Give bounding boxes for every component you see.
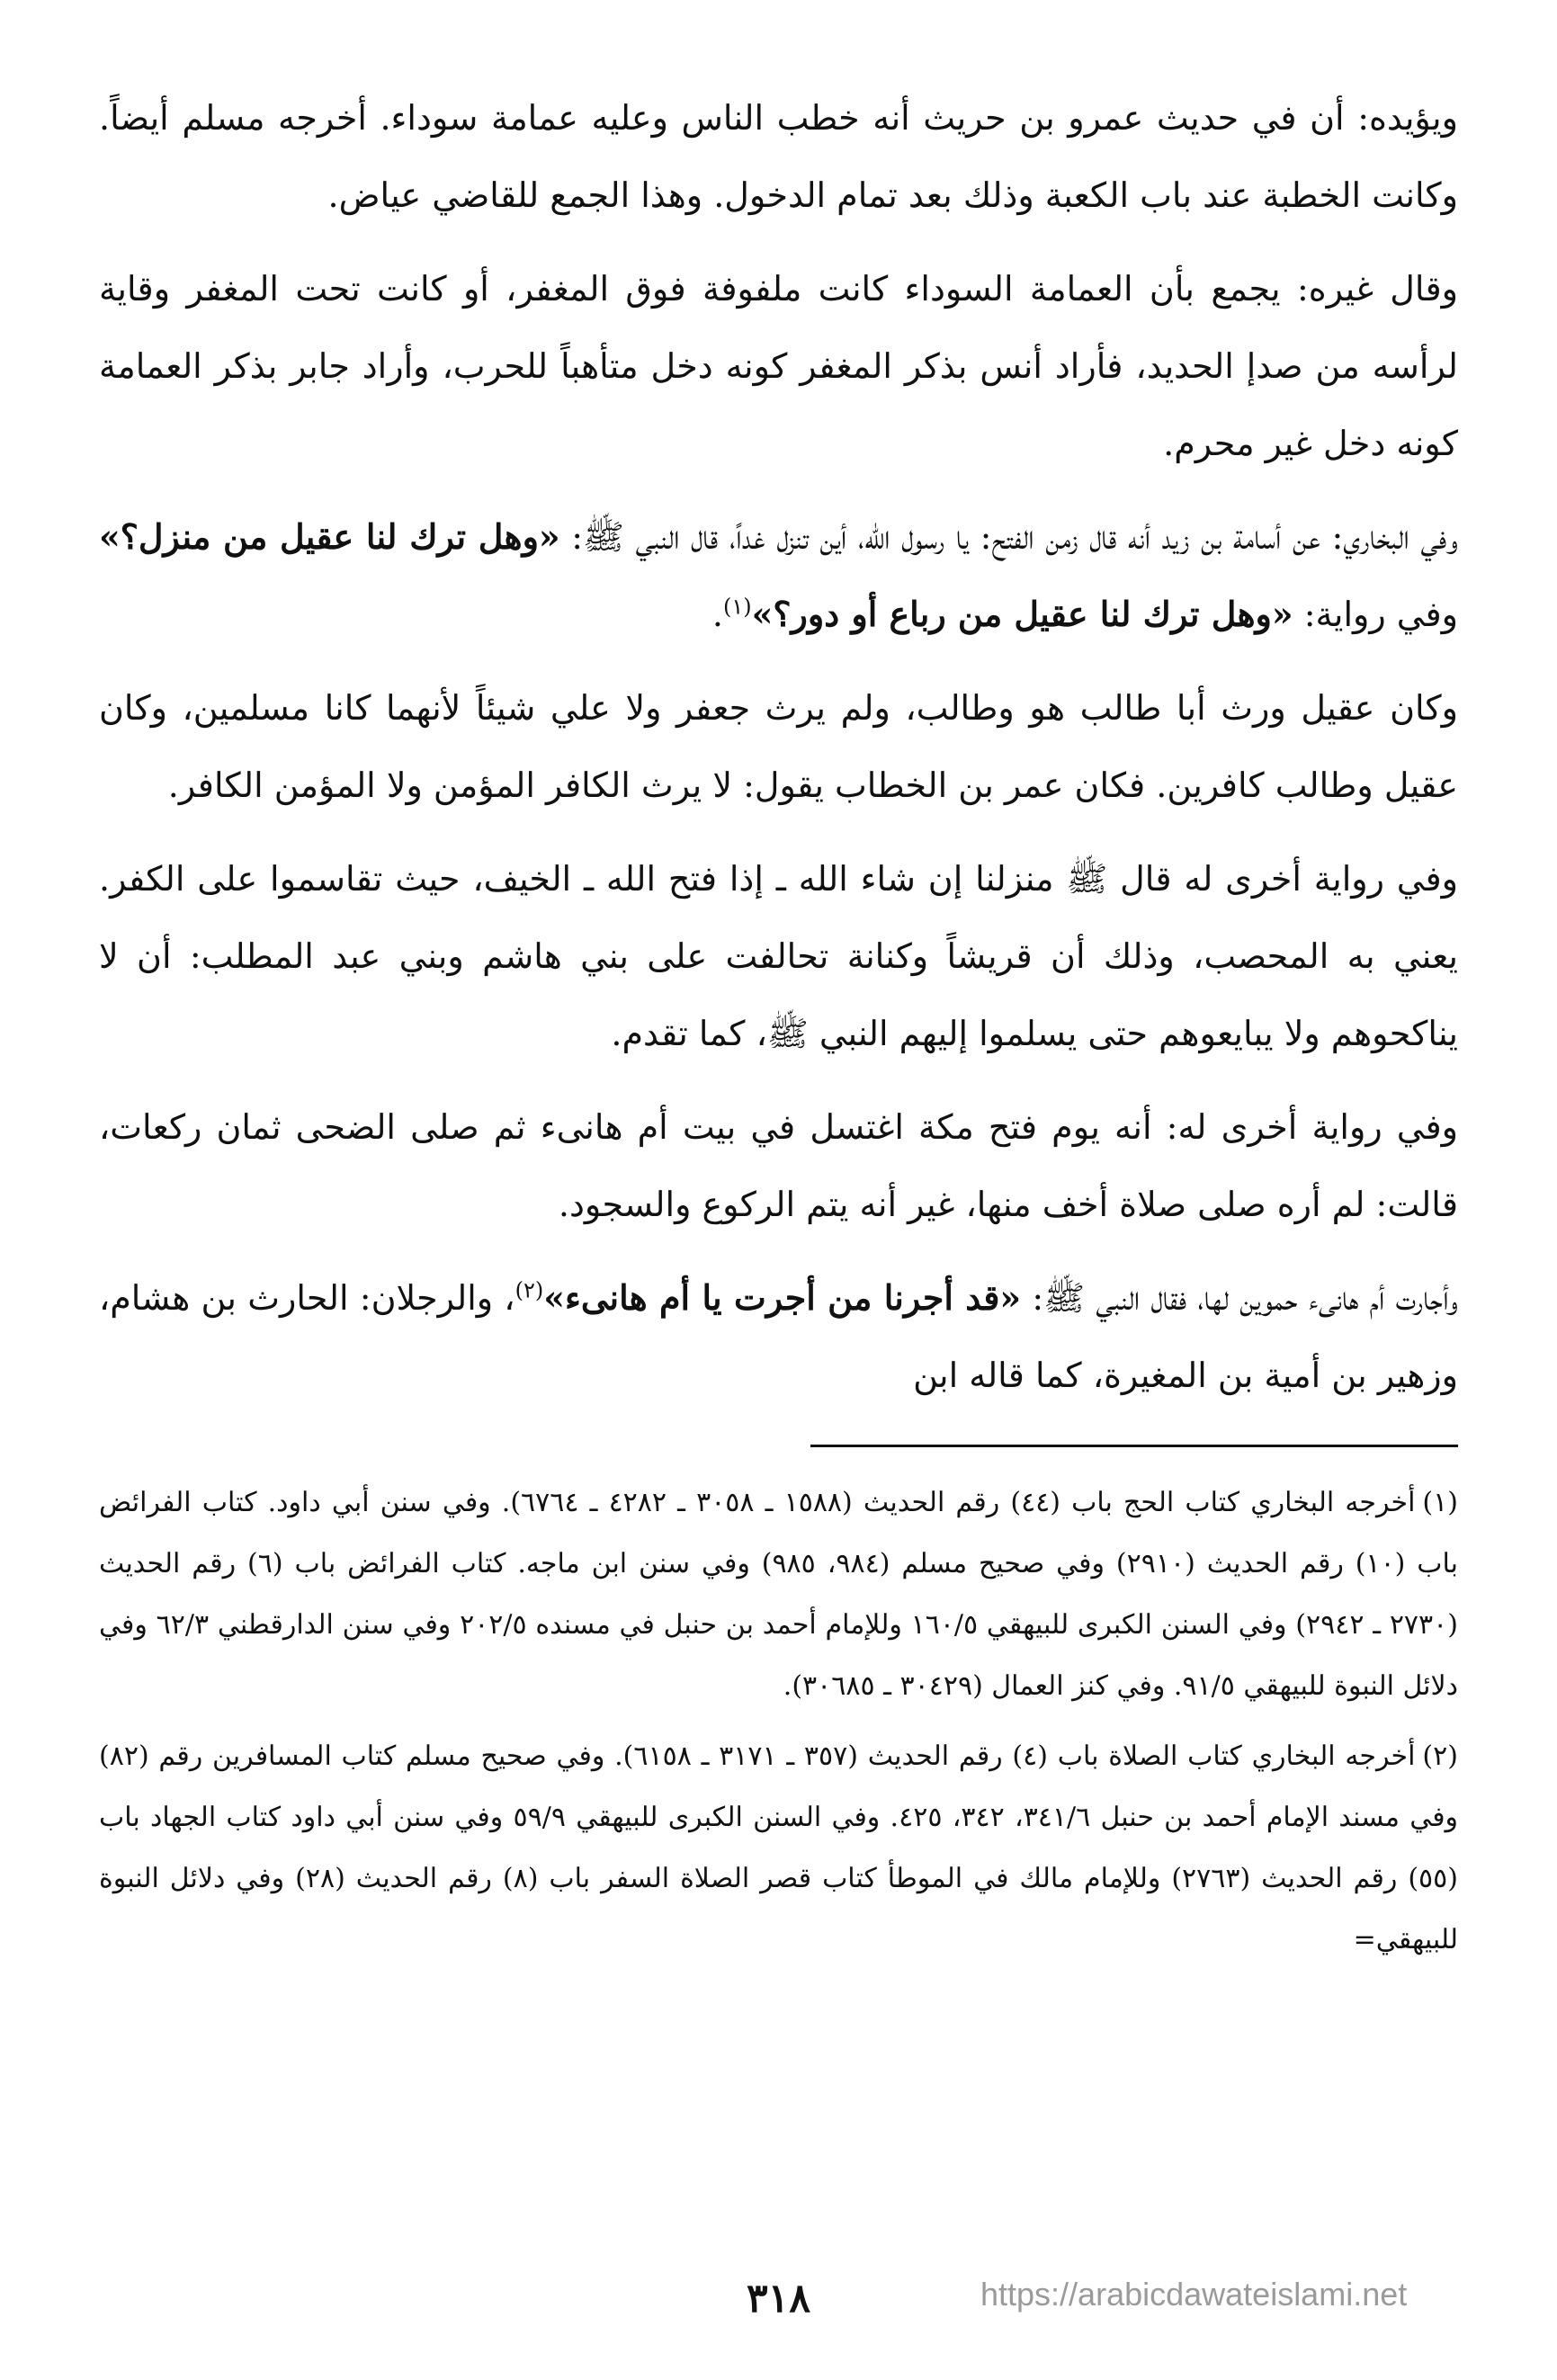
paragraph-4: وكان عقيل ورث أبا طالب هو وطالب، ولم يرث جعفر ولا علي شيئاً لأنهما كانا مسلمين، وكان عقيل وطالب كافرين. فكان عمر بن الخطاب يقول: لا يرث الكافر المؤمن ولا المؤمن الكافر.	[99, 688, 1458, 805]
paragraph-7	[99, 1259, 1458, 1414]
hadith-quote-3: «قد أجرنا من أجرت يا أم هانىء»	[543, 1277, 1022, 1318]
paragraph-7-end: ، والرجلان: الحارث بن هشام، وزهير بن أمية بن المغيرة، كما قاله ابن	[99, 1278, 1458, 1395]
footnote-2-text: أخرجه البخاري كتاب الصلاة باب (٤) رقم الحديث (٣٥٧ ـ ٣١٧١ ـ ٦١٥٨). وفي صحيح مسلم كتاب المسافرين رقم (٨٢) وفي مسند الإمام أحمد بن حنبل ٣٤١/٦، ٣٤٢، ٤٢٥. وفي السنن الكبرى للبيهقي ٥٩/٩ وفي سنن أبي داود كتاب الجهاد باب (٥٥) رقم الحديث (٢٧٦٣) وللإمام مالك في الموطأ كتاب قصر الصلاة السفر باب (٨) رقم الحديث (٢٨) وفي دلائل النبوة للبيهقي=	[99, 1740, 1459, 1955]
paragraph-3-mid: وفي رواية:	[1293, 595, 1458, 634]
hadith-quote-2: «وهل ترك لنا عقيل من رباع أو دور؟»	[751, 594, 1293, 634]
paragraph-1: ويؤيده: أن في حديث عمرو بن حريث أنه خطب الناس وعليه عمامة سوداء. أخرجه مسلم أيضاً. وكانت الخطبة عند باب الكعبة وذلك بعد تمام الدخول. وهذا الجمع للقاضي عياض.	[99, 98, 1458, 215]
paragraph-6: وفي رواية أخرى له: أنه يوم فتح مكة اغتسل في بيت أم هانىء ثم صلى الضحى ثمان ركعات، قالت: لم أره صلى صلاة أخف منها، غير أنه يتم الركوع والسجود.	[99, 1107, 1458, 1224]
footnote-1	[99, 1472, 1458, 1717]
footnote-ref-1: (١)	[722, 594, 752, 620]
footnote-1-mark: (١)	[1422, 1487, 1458, 1518]
hadith-quote-1: «وهل ترك لنا عقيل من منزل؟»	[99, 516, 560, 557]
footnote-1-text: أخرجه البخاري كتاب الحج باب (٤٤) رقم الحديث (١٥٨٨ ـ ٣٠٥٨ ـ ٤٢٨٢ ـ ٦٧٦٤). وفي سنن أبي داود. كتاب الفرائض باب (١٠) رقم الحديث (٢٩١٠) وفي صحيح مسلم (٩٨٤، ٩٨٥) وفي سنن ابن ماجه. كتاب الفرائض باب (٦) رقم الحديث (٢٧٣٠ ـ ٢٩٤٢) وفي السنن الكبرى للبيهقي ١٦٠/٥ وللإمام أحمد بن حنبل في مسنده ٢٠٢/٥ وفي سنن الدارقطني ٦٢/٣ وفي دلائل النبوة للبيهقي ٩١/٥. وفي كنز العمال (٣٠٤٢٩ ـ ٣٠٦٨٥).	[99, 1487, 1459, 1702]
paragraph-7-start: وأجارت أم هانىء حموين لها، فقال النبي ﷺ:	[1021, 1278, 1458, 1318]
footnotes	[99, 1472, 1458, 1971]
paragraph-3-end: .	[711, 595, 723, 634]
page-number: ٣١٨	[747, 2276, 810, 2322]
paragraph-2: وقال غيره: يجمع بأن العمامة السوداء كانت ملفوفة فوق المغفر، أو كانت تحت المغفر وقاية لرأسه من صدإ الحديد، فأراد أنس بذكر المغفر كونه دخل متأهباً للحرب، وأراد جابر بذكر العمامة كونه دخل غير محرم.	[99, 269, 1458, 463]
footnote-2	[99, 1726, 1458, 1971]
main-text	[99, 79, 1458, 1414]
watermark-url: https://arabicdawateislami.net	[980, 2276, 1408, 2313]
paragraph-3-start: وفي البخاري: عن أسامة بن زيد أنه قال زمن الفتح: يا رسول الله، أين تنزل غداً، قال النبي ﷺ:	[559, 517, 1458, 557]
footnote-divider	[810, 1445, 1458, 1447]
footnote-ref-2: (٢)	[515, 1277, 544, 1303]
paragraph-3	[99, 498, 1458, 653]
paragraph-5: وفي رواية أخرى له قال ﷺ منزلنا إن شاء الله ـ إذا فتح الله ـ الخيف، حيث تقاسموا على الكفر. يعني به المحصب، وذلك أن قريشاً وكنانة تحالفت على بني هاشم وبني عبد المطلب: أن لا يناكحوهم ولا يبايعوهم حتى يسلموا إليهم النبي ﷺ، كما تقدم.	[99, 859, 1458, 1053]
footnote-2-mark: (٢)	[1422, 1740, 1458, 1772]
